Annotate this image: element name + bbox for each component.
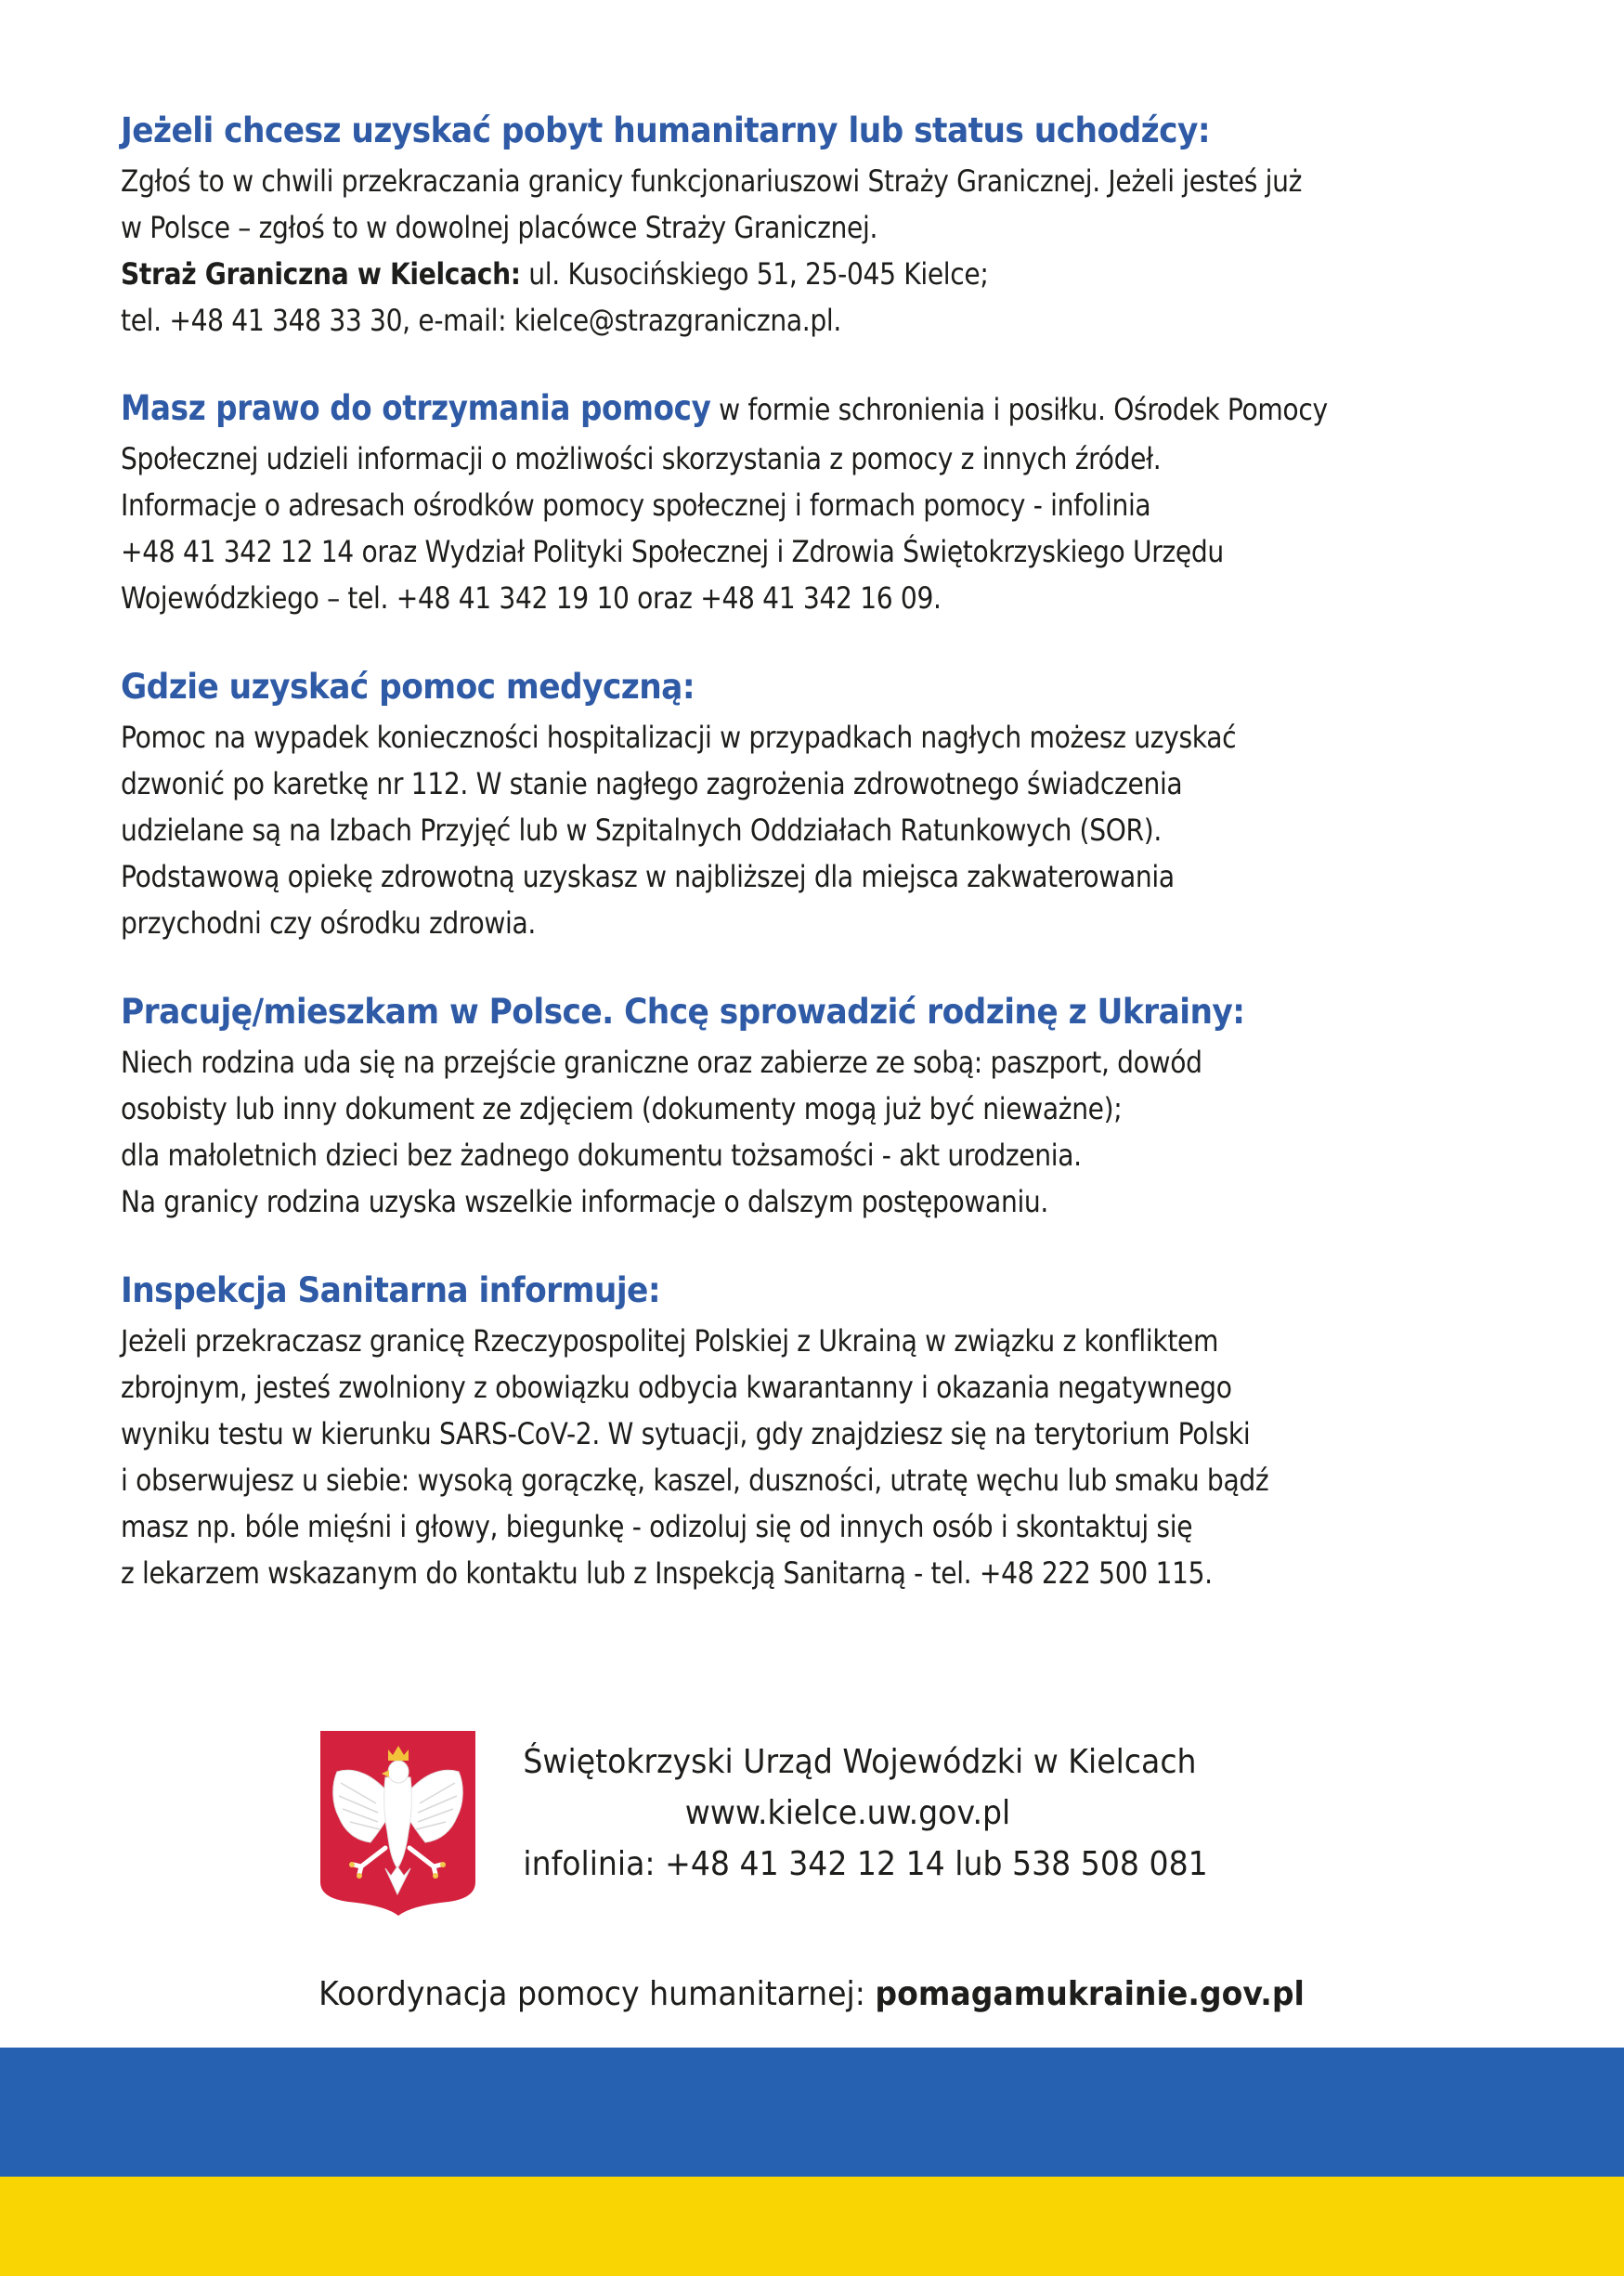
section-text-line: Jeżeli przekraczasz granicę Rzeczypospolitej Polskiej z Ukrainą w związku z konfliktem [121, 1323, 1219, 1359]
section-text-line: wyniku testu w kierunku SARS-CoV-2. W sytuacji, gdy znajdziesz się na terytorium Polski [121, 1416, 1251, 1451]
ukraine-flag-yellow-band [0, 2177, 1624, 2276]
section-text-line: dzwonić po karetkę nr 112. W stanie nagłego zagrożenia zdrowotnego świadczenia [121, 766, 1183, 801]
section-text: w formie schronienia i posiłku. Ośrodek Pomocy [710, 392, 1328, 427]
coordination-label: Koordynacja pomocy humanitarnej: [318, 1975, 876, 2013]
section-heading: Gdzie uzyskać pomoc medyczną: [121, 667, 695, 707]
section-humanitarian-stay [121, 104, 1532, 344]
leaflet-content [121, 104, 1532, 1635]
section-text-line: Informacje o adresach ośrodków pomocy społecznej i formach pomocy - infolinia [121, 488, 1151, 523]
office-website-link[interactable]: www.kielce.uw.gov.pl [684, 1794, 1011, 1832]
coordination-line [0, 1970, 1624, 2019]
section-text-line: przychodni czy ośrodku zdrowia. [121, 905, 537, 941]
section-inline-heading: Masz prawo do otrzymania pomocy [121, 388, 711, 428]
section-right-to-help [121, 383, 1532, 621]
office-contact-info [495, 1736, 1208, 1890]
coordination-text [319, 1970, 1306, 2019]
section-text-line: w Polsce – zgłoś to w dowolnej placówce Straży Granicznej. [121, 210, 878, 245]
coordination-link[interactable]: pomagamukrainie.gov.pl [875, 1975, 1306, 2013]
office-name: Świętokrzyski Urząd Wojewódzki w Kielcach [523, 1743, 1197, 1781]
border-guard-address [121, 251, 1363, 297]
section-text-line: Na granicy rodzina uzyska wszelkie informacje o dalszym postępowaniu. [121, 1184, 1049, 1219]
section-text-line: Pomoc na wypadek konieczności hospitalizacji w przypadkach nagłych możesz uzyskać [121, 720, 1237, 755]
section-text-line: i obserwujesz u siebie: wysoką gorączkę, kaszel, duszności, utratę węchu lub smaku bądź [121, 1463, 1269, 1498]
section-text-line: zbrojnym, jesteś zwolniony z obowiązku odbycia kwarantanny i okazania negatywnego [121, 1370, 1232, 1405]
border-guard-label: Straż Graniczna w Kielcach: [121, 256, 521, 292]
section-bring-family [121, 985, 1532, 1225]
section-first-line [121, 383, 1363, 436]
section-medical-help [121, 660, 1532, 946]
section-text-line: z lekarzem wskazanym do kontaktu lub z Inspekcją Sanitarną - tel. +48 222 500 115. [121, 1555, 1213, 1591]
section-text-line: udzielane są na Izbach Przyjęć lub w Szpitalnych Oddziałach Ratunkowych (SOR). [121, 813, 1162, 848]
section-sanitary-inspection [121, 1264, 1532, 1596]
section-text-line: Niech rodzina uda się na przejście graniczne oraz zabierze ze sobą: paszport, dowód [121, 1045, 1202, 1080]
section-text-line: Podstawową opiekę zdrowotną uzyskasz w najbliższej dla miejsca zakwaterowania [121, 859, 1175, 894]
section-text-line: masz np. bóle mięśni i głowy, biegunkę - odizoluj się od innych osób i skontaktuj się [121, 1509, 1193, 1544]
section-text-line: dla małoletnich dzieci bez żadnego dokumentu tożsamości - akt urodzenia. [121, 1138, 1082, 1173]
section-heading: Jeżeli chcesz uzyskać pobyt humanitarny lub status uchodźcy: [121, 111, 1211, 150]
section-text-line: Zgłoś to w chwili przekraczania granicy funkcjonariuszowi Straży Granicznej. Jeżeli jesteś już [121, 163, 1303, 199]
section-text-line: +48 41 342 12 14 oraz Wydział Polityki Społecznej i Zdrowia Świętokrzyskiego Urzędu [121, 534, 1224, 569]
section-heading: Inspekcja Sanitarna informuje: [121, 1270, 661, 1310]
office-hotline: infolinia: +48 41 342 12 14 lub 538 508 081 [523, 1845, 1208, 1883]
border-guard-contact: tel. +48 41 348 33 30, e-mail: kielce@strazgraniczna.pl. [121, 303, 841, 338]
border-guard-address-value: ul. Kusocińskiego 51, 25-045 Kielce; [520, 256, 989, 292]
polish-eagle-emblem-icon [318, 1729, 477, 1917]
section-text-line: osobisty lub inny dokument ze zdjęciem (dokumenty mogą już być nieważne); [121, 1091, 1123, 1126]
section-text-line: Społecznej udzieli informacji o możliwości skorzystania z pomocy z innych źródeł. [121, 441, 1162, 476]
ukraine-flag-blue-band [0, 2048, 1624, 2177]
office-footer [318, 1729, 1247, 1919]
section-heading: Pracuję/mieszkam w Polsce. Chcę sprowadzić rodzinę z Ukrainy: [121, 992, 1245, 1032]
section-text-line: Wojewódzkiego – tel. +48 41 342 19 10 oraz +48 41 342 16 09. [121, 580, 942, 616]
